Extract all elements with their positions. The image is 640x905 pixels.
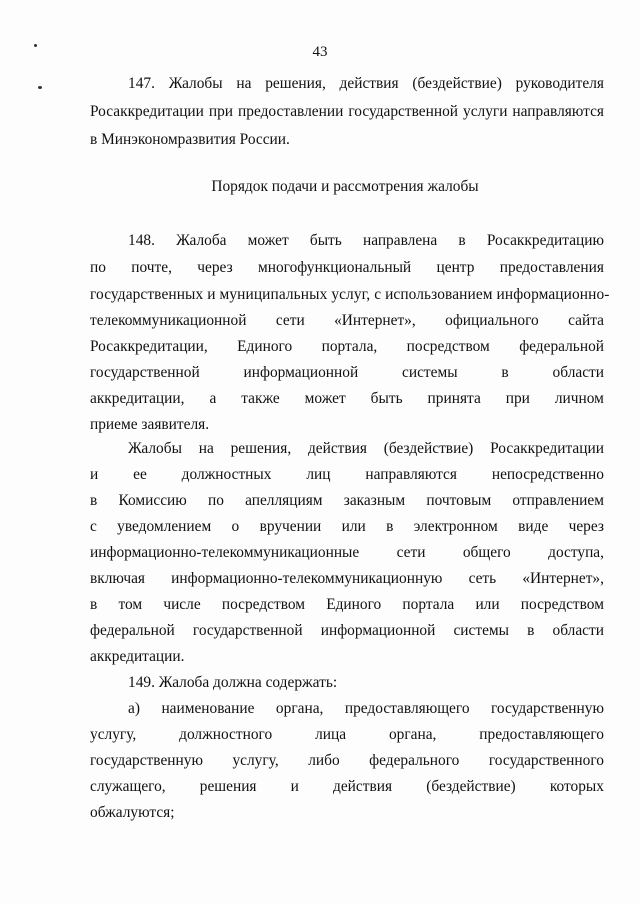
text-line bbox=[90, 337, 604, 357]
word: решения bbox=[199, 778, 257, 795]
word: на bbox=[198, 440, 214, 457]
word: предоставлении bbox=[238, 103, 344, 120]
word: при bbox=[208, 103, 234, 120]
word: (бездействие) bbox=[383, 440, 474, 457]
word: служащего, bbox=[90, 778, 166, 795]
word: лиц bbox=[306, 466, 331, 483]
word: действия bbox=[307, 440, 367, 457]
word: многофункциональный bbox=[257, 259, 412, 276]
text-line bbox=[90, 751, 604, 771]
word: апелляциям bbox=[245, 492, 323, 509]
word: области bbox=[552, 622, 604, 639]
word: услугу, bbox=[90, 726, 137, 743]
word: в bbox=[527, 622, 535, 639]
word: с bbox=[90, 518, 97, 535]
word: решения, bbox=[265, 75, 326, 92]
word: предоставляющего bbox=[344, 700, 470, 717]
word: а bbox=[209, 390, 217, 407]
word: том bbox=[118, 596, 143, 613]
word: по bbox=[207, 492, 224, 509]
word: направлена bbox=[362, 232, 438, 249]
word: Единого bbox=[237, 338, 293, 355]
word: (бездействие) bbox=[426, 778, 516, 795]
word: «Интернет», bbox=[334, 312, 416, 329]
word: услугу, bbox=[232, 752, 279, 769]
word: Жалоба bbox=[176, 232, 227, 249]
word: действия bbox=[339, 75, 399, 92]
word: личном bbox=[554, 390, 604, 407]
word: сети bbox=[396, 544, 426, 561]
text-line bbox=[128, 231, 604, 251]
word: по bbox=[90, 259, 106, 276]
word: государственного bbox=[488, 752, 604, 769]
word: аккредитации. bbox=[90, 648, 185, 665]
text-line bbox=[90, 311, 604, 331]
text-line bbox=[90, 130, 290, 150]
word: посредством bbox=[520, 596, 604, 613]
word: наименование bbox=[161, 700, 255, 717]
word: Жалобы bbox=[128, 440, 182, 457]
word: федерального bbox=[369, 752, 460, 769]
word: в bbox=[501, 364, 509, 381]
word: предоставляющего bbox=[479, 726, 604, 743]
text-line bbox=[128, 74, 604, 94]
word: федеральной bbox=[519, 338, 604, 355]
word: области bbox=[552, 364, 604, 381]
text-line bbox=[90, 363, 604, 383]
word: действия bbox=[333, 778, 393, 795]
word: государственную bbox=[491, 700, 604, 717]
word: Росаккредитацию bbox=[486, 232, 604, 249]
text-line bbox=[128, 699, 604, 719]
text-line bbox=[90, 465, 604, 485]
text-line bbox=[90, 803, 175, 823]
word: услуги bbox=[463, 103, 508, 120]
word: и bbox=[90, 466, 99, 483]
word: государственную bbox=[90, 752, 203, 769]
text-line bbox=[90, 621, 604, 641]
word: или bbox=[341, 518, 366, 535]
word: электронном bbox=[413, 518, 498, 535]
word: принята bbox=[427, 390, 481, 407]
text-line bbox=[90, 595, 604, 615]
word: федеральной bbox=[90, 622, 175, 639]
word: посредством bbox=[406, 338, 490, 355]
word: органа, bbox=[275, 700, 324, 717]
word: информационной bbox=[320, 622, 436, 639]
word: решения, bbox=[230, 440, 292, 457]
paragraph-intro: 149. Жалоба должна содержать: bbox=[128, 674, 338, 691]
word: заказным bbox=[343, 492, 406, 509]
word: либо bbox=[308, 752, 340, 769]
word: на bbox=[236, 75, 252, 92]
word: или bbox=[475, 596, 500, 613]
word: органа, bbox=[388, 726, 437, 743]
word: уведомлением bbox=[117, 518, 212, 535]
word: в bbox=[90, 596, 98, 613]
word: должностного bbox=[179, 726, 273, 743]
word: посредством bbox=[221, 596, 306, 613]
word: предоставления bbox=[499, 259, 604, 276]
word: Жалобы bbox=[168, 75, 223, 92]
word: Росаккредитации bbox=[490, 440, 604, 457]
word: Росаккредитации bbox=[90, 103, 204, 120]
text-line bbox=[90, 543, 604, 563]
word: ее bbox=[133, 466, 147, 483]
word: 147. bbox=[128, 75, 155, 92]
word: которых bbox=[549, 778, 604, 795]
text-line bbox=[128, 673, 337, 693]
page-number: 43 bbox=[312, 44, 328, 60]
word: портала bbox=[402, 596, 455, 613]
word: при bbox=[505, 390, 530, 407]
word: должностных bbox=[181, 466, 272, 483]
word: может bbox=[247, 232, 289, 249]
text-line bbox=[90, 102, 604, 122]
word: телекоммуникационной bbox=[90, 312, 247, 329]
word: и bbox=[290, 778, 299, 795]
word: виде bbox=[518, 518, 549, 535]
word: непосредственно bbox=[491, 466, 604, 483]
word: руководителя bbox=[515, 75, 604, 92]
word: Единого bbox=[326, 596, 382, 613]
word: информационной bbox=[243, 364, 359, 381]
word: сайта bbox=[568, 312, 604, 329]
word: системы bbox=[402, 364, 458, 381]
word: обжалуются; bbox=[90, 804, 175, 821]
text-line bbox=[128, 439, 604, 459]
section-heading: Порядок подачи и рассмотрения жалобы bbox=[211, 178, 479, 195]
word: доступа, bbox=[548, 544, 604, 561]
word: быть bbox=[370, 390, 403, 407]
word: почтовым bbox=[426, 492, 492, 509]
text-line bbox=[90, 285, 609, 305]
word: приеме заявителя. bbox=[90, 416, 210, 433]
word: информационно-телекоммуникационные bbox=[90, 544, 360, 561]
text-line bbox=[90, 415, 209, 435]
word: «Интернет», bbox=[522, 570, 604, 587]
word: в bbox=[386, 518, 394, 535]
word: общего bbox=[462, 544, 511, 561]
scan-speck bbox=[38, 86, 42, 89]
word: лица bbox=[315, 726, 347, 743]
word: Росаккредитации, bbox=[90, 338, 208, 355]
word: направляются bbox=[365, 466, 457, 483]
word: быть bbox=[309, 232, 342, 249]
word: сети bbox=[275, 312, 305, 329]
word: в bbox=[458, 232, 466, 249]
word: портала, bbox=[321, 338, 378, 355]
list-marker: а) bbox=[128, 700, 140, 717]
word: центр bbox=[436, 259, 475, 276]
word: системы bbox=[453, 622, 510, 639]
word: Комиссию bbox=[118, 492, 187, 509]
word: аккредитации, bbox=[90, 390, 185, 407]
text-line bbox=[90, 517, 604, 537]
word: государственных и муниципальных услуг, с использованием информационно- bbox=[90, 286, 610, 303]
word: через bbox=[197, 259, 233, 276]
word: (бездействие) bbox=[412, 75, 502, 92]
word: государственной bbox=[348, 103, 459, 120]
text-line bbox=[90, 569, 604, 589]
text-line bbox=[90, 777, 604, 797]
word: числе bbox=[163, 596, 201, 613]
word: может bbox=[304, 390, 346, 407]
word: государственной bbox=[90, 364, 200, 381]
word: в Минэкономразвития России. bbox=[90, 131, 290, 148]
word: 148. bbox=[128, 232, 155, 249]
word: сеть bbox=[468, 570, 497, 587]
word: отправлением bbox=[512, 492, 604, 509]
text-line bbox=[90, 258, 604, 278]
word: включая bbox=[90, 570, 145, 587]
text-line bbox=[90, 389, 604, 409]
word: почте, bbox=[131, 259, 172, 276]
text-line bbox=[90, 491, 604, 511]
word: в bbox=[90, 492, 98, 509]
word: через bbox=[568, 518, 604, 535]
word: о bbox=[231, 518, 240, 535]
word: направляются bbox=[512, 103, 604, 120]
word: информационно-телекоммуникационную bbox=[171, 570, 443, 587]
word: также bbox=[241, 390, 280, 407]
text-line bbox=[90, 725, 604, 745]
word: официального bbox=[445, 312, 539, 329]
text-line bbox=[90, 647, 184, 667]
word: государственной bbox=[192, 622, 303, 639]
word: вручении bbox=[259, 518, 322, 535]
